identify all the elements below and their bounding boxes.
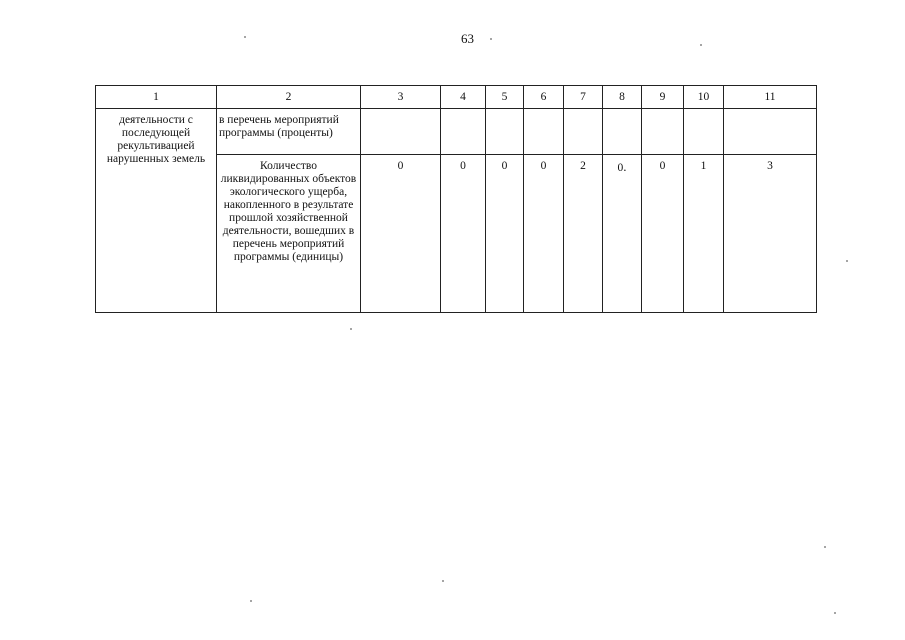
value-cell xyxy=(684,109,724,155)
value-cell xyxy=(441,109,486,155)
scan-speck xyxy=(824,546,826,548)
value-cell: 0 xyxy=(524,155,564,313)
page-number: 63 xyxy=(461,31,474,46)
header-cell: 10 xyxy=(684,86,724,109)
value-cell xyxy=(524,109,564,155)
value-cell xyxy=(564,109,603,155)
value-cell: 0 xyxy=(642,155,684,313)
header-cell: 8 xyxy=(603,86,642,109)
header-cell: 2 xyxy=(217,86,361,109)
activity-description-cell: деятельности с последующей рекультивацией нарушенных земель xyxy=(96,109,217,313)
header-cell: 6 xyxy=(524,86,564,109)
scan-speck xyxy=(700,44,702,46)
data-table xyxy=(95,85,817,313)
scan-speck xyxy=(490,38,492,40)
scan-dot: . xyxy=(623,159,627,174)
header-cell: 3 xyxy=(361,86,441,109)
header-cell: 1 xyxy=(96,86,217,109)
indicator-cell: в перечень мероприятий программы (проценты) xyxy=(217,109,361,155)
value-cell: 3 xyxy=(724,155,817,313)
value-cell: 0 xyxy=(361,155,441,313)
header-cell: 11 xyxy=(724,86,817,109)
value-cell: 2 xyxy=(564,155,603,313)
value-cell xyxy=(603,109,642,155)
scan-speck xyxy=(834,612,836,614)
value-cell xyxy=(486,109,524,155)
scan-speck xyxy=(442,580,444,582)
header-cell: 4 xyxy=(441,86,486,109)
table-row xyxy=(96,109,817,155)
value-cell xyxy=(361,109,441,155)
value-text: 0 xyxy=(617,162,624,174)
scan-speck xyxy=(250,600,252,602)
header-cell: 9 xyxy=(642,86,684,109)
value-cell: 1 xyxy=(684,155,724,313)
value-cell xyxy=(724,109,817,155)
value-cell: 0 xyxy=(486,155,524,313)
indicator-cell: Количество ликвидированных объектов экологического ущерба, накопленного в результате прошлой хозяйственной деятельности, вошедших в перечень мероприятий программы (единицы) xyxy=(217,155,361,313)
value-cell xyxy=(603,155,642,313)
scan-speck xyxy=(846,260,848,262)
header-cell: 5 xyxy=(486,86,524,109)
table-header-row xyxy=(96,86,817,109)
scan-speck xyxy=(350,328,352,330)
header-cell: 7 xyxy=(564,86,603,109)
value-cell xyxy=(642,109,684,155)
value-cell: 0 xyxy=(441,155,486,313)
scan-speck xyxy=(244,36,246,38)
